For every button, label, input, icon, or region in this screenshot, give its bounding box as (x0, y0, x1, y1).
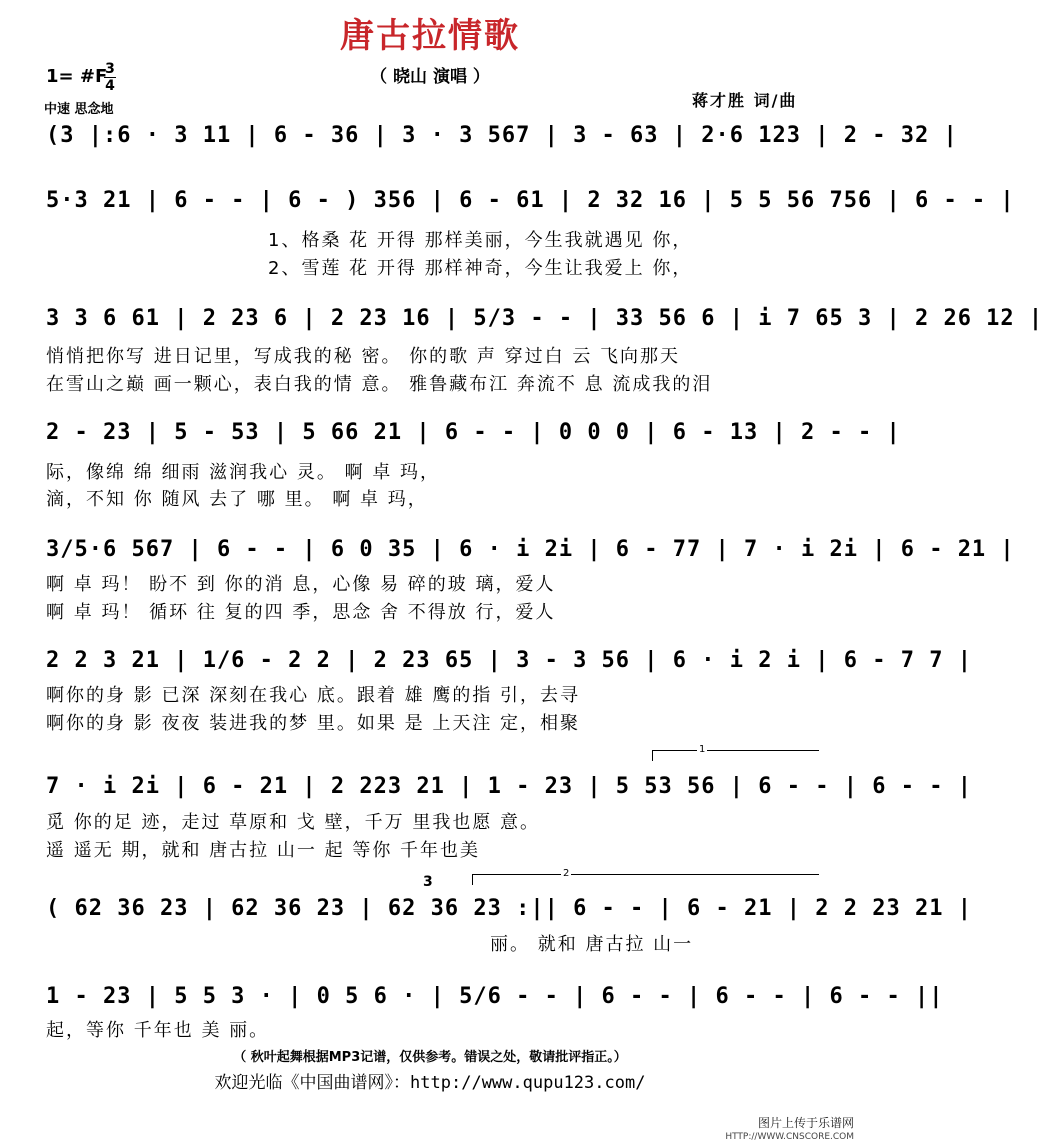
meter-bottom: 4 (105, 78, 115, 94)
volta-2-label: 2 (563, 868, 570, 879)
score-row-1: (3 |:6 · 3 11 | 6 - 36 | 3 · 3 567 | 3 - 63 | 2·6 123 | 2 - 32 | (46, 123, 958, 148)
grace-note-3: 3 (423, 874, 433, 890)
score-row-8: ( 62 36 23 | 62 36 23 | 62 36 23 :|| 6 - - | 6 - 21 | 2 2 23 21 | (46, 896, 972, 921)
meter-top: 3 (105, 61, 115, 77)
lyric-row-9: 起，等你 千年也 美 丽。 (46, 1020, 270, 1041)
watermark-text: 图片上传于乐谱网 (757, 1116, 854, 1130)
key-signature: 1= #F (46, 66, 108, 87)
lyric-row-2-verse-2: 2、雪莲 花 开得 那样神奇，今生让我爱上 你， (268, 258, 693, 279)
lyric-row-5-verse-2: 啊 卓 玛！ 循环 往 复的四 季，思念 舍 不得放 行，爱人 (46, 602, 556, 623)
lyric-row-6-verse-2: 啊你的身 影 夜夜 装进我的梦 里。如果 是 上天注 定，相聚 (46, 713, 581, 734)
score-row-3: 3 3 6 61 | 2 23 6 | 2 23 16 | 5/3 - - | 33 56 6 | i 7 65 3 | 2 26 12 | (46, 306, 1043, 331)
lyric-row-7-verse-2: 遥 遥无 期，就和 唐古拉 山一 起 等你 千年也美 (46, 840, 481, 861)
lyric-row-8: 丽。 就和 唐古拉 山一 (490, 934, 694, 955)
time-signature (104, 62, 116, 93)
site-welcome: 欢迎光临《中国曲谱网》：http://www.qupu123.com/ (214, 1073, 646, 1093)
lyric-row-4-verse-1: 际，像绵 绵 细雨 滋润我心 灵。 啊 卓 玛， (46, 462, 441, 483)
lyric-row-5-verse-1: 啊 卓 玛！ 盼不 到 你的消 息，心像 易 碎的玻 璃，爱人 (46, 574, 556, 595)
score-row-5: 3/5·6 567 | 6 - - | 6 0 35 | 6 · i 2i | 6 - 77 | 7 · i 2i | 6 - 21 | (46, 537, 1015, 562)
lyric-row-7-verse-1: 觅 你的足 迹，走过 草原和 戈 壁，千万 里我也愿 意。 (46, 812, 541, 833)
lyric-row-3-verse-2: 在雪山之巅 画一颗心，表白我的情 意。 雅鲁藏布江 奔流不 息 流成我的泪 (46, 374, 713, 395)
volta-1-label: 1 (699, 744, 706, 755)
song-title: 唐古拉情歌 (340, 16, 520, 56)
lyric-row-3-verse-1: 悄悄把你写 进日记里，写成我的秘 密。 你的歌 声 穿过白 云 飞向那天 (46, 346, 681, 367)
lyric-row-4-verse-2: 滴，不知 你 随风 去了 哪 里。 啊 卓 玛， (46, 489, 428, 510)
tempo-marking: 中速 思念地 (44, 102, 114, 117)
volta-2-bracket (472, 868, 819, 885)
volta-1-bracket (652, 744, 819, 761)
performer-subtitle: （ 晓山 演唱 ） (370, 67, 490, 87)
lyric-row-2-verse-1: 1、格桑 花 开得 那样美丽，今生我就遇见 你， (268, 230, 693, 251)
transcription-note: （ 秋叶起舞根据MP3记谱，仅供参考。错误之处，敬请批评指正。） (233, 1050, 627, 1065)
watermark (725, 1116, 854, 1144)
score-row-4: 2 - 23 | 5 - 53 | 5 66 21 | 6 - - | 0 0 0 | 6 - 13 | 2 - - | (46, 420, 901, 445)
score-row-2: 5·3 21 | 6 - - | 6 - ) 356 | 6 - 61 | 2 32 16 | 5 5 56 756 | 6 - - | (46, 188, 1015, 213)
score-row-6: 2 2 3 21 | 1/6 - 2 2 | 2 23 65 | 3 - 3 56 | 6 · i 2 i | 6 - 7 7 | (46, 648, 972, 673)
score-row-9: 1 - 23 | 5 5 3 · | 0 5 6 · | 5/6 - - | 6 - - | 6 - - | 6 - - || (46, 984, 944, 1009)
watermark-url: HTTP://WWW.CNSCORE.COM (725, 1132, 854, 1142)
lyric-row-6-verse-1: 啊你的身 影 已深 深刻在我心 底。跟着 雄 鹰的指 引，去寻 (46, 685, 581, 706)
score-row-7: 7 · i 2i | 6 - 21 | 2 223 21 | 1 - 23 | 5 53 56 | 6 - - | 6 - - | (46, 774, 972, 799)
composer-credit: 蒋才胜 词/曲 (692, 91, 798, 110)
